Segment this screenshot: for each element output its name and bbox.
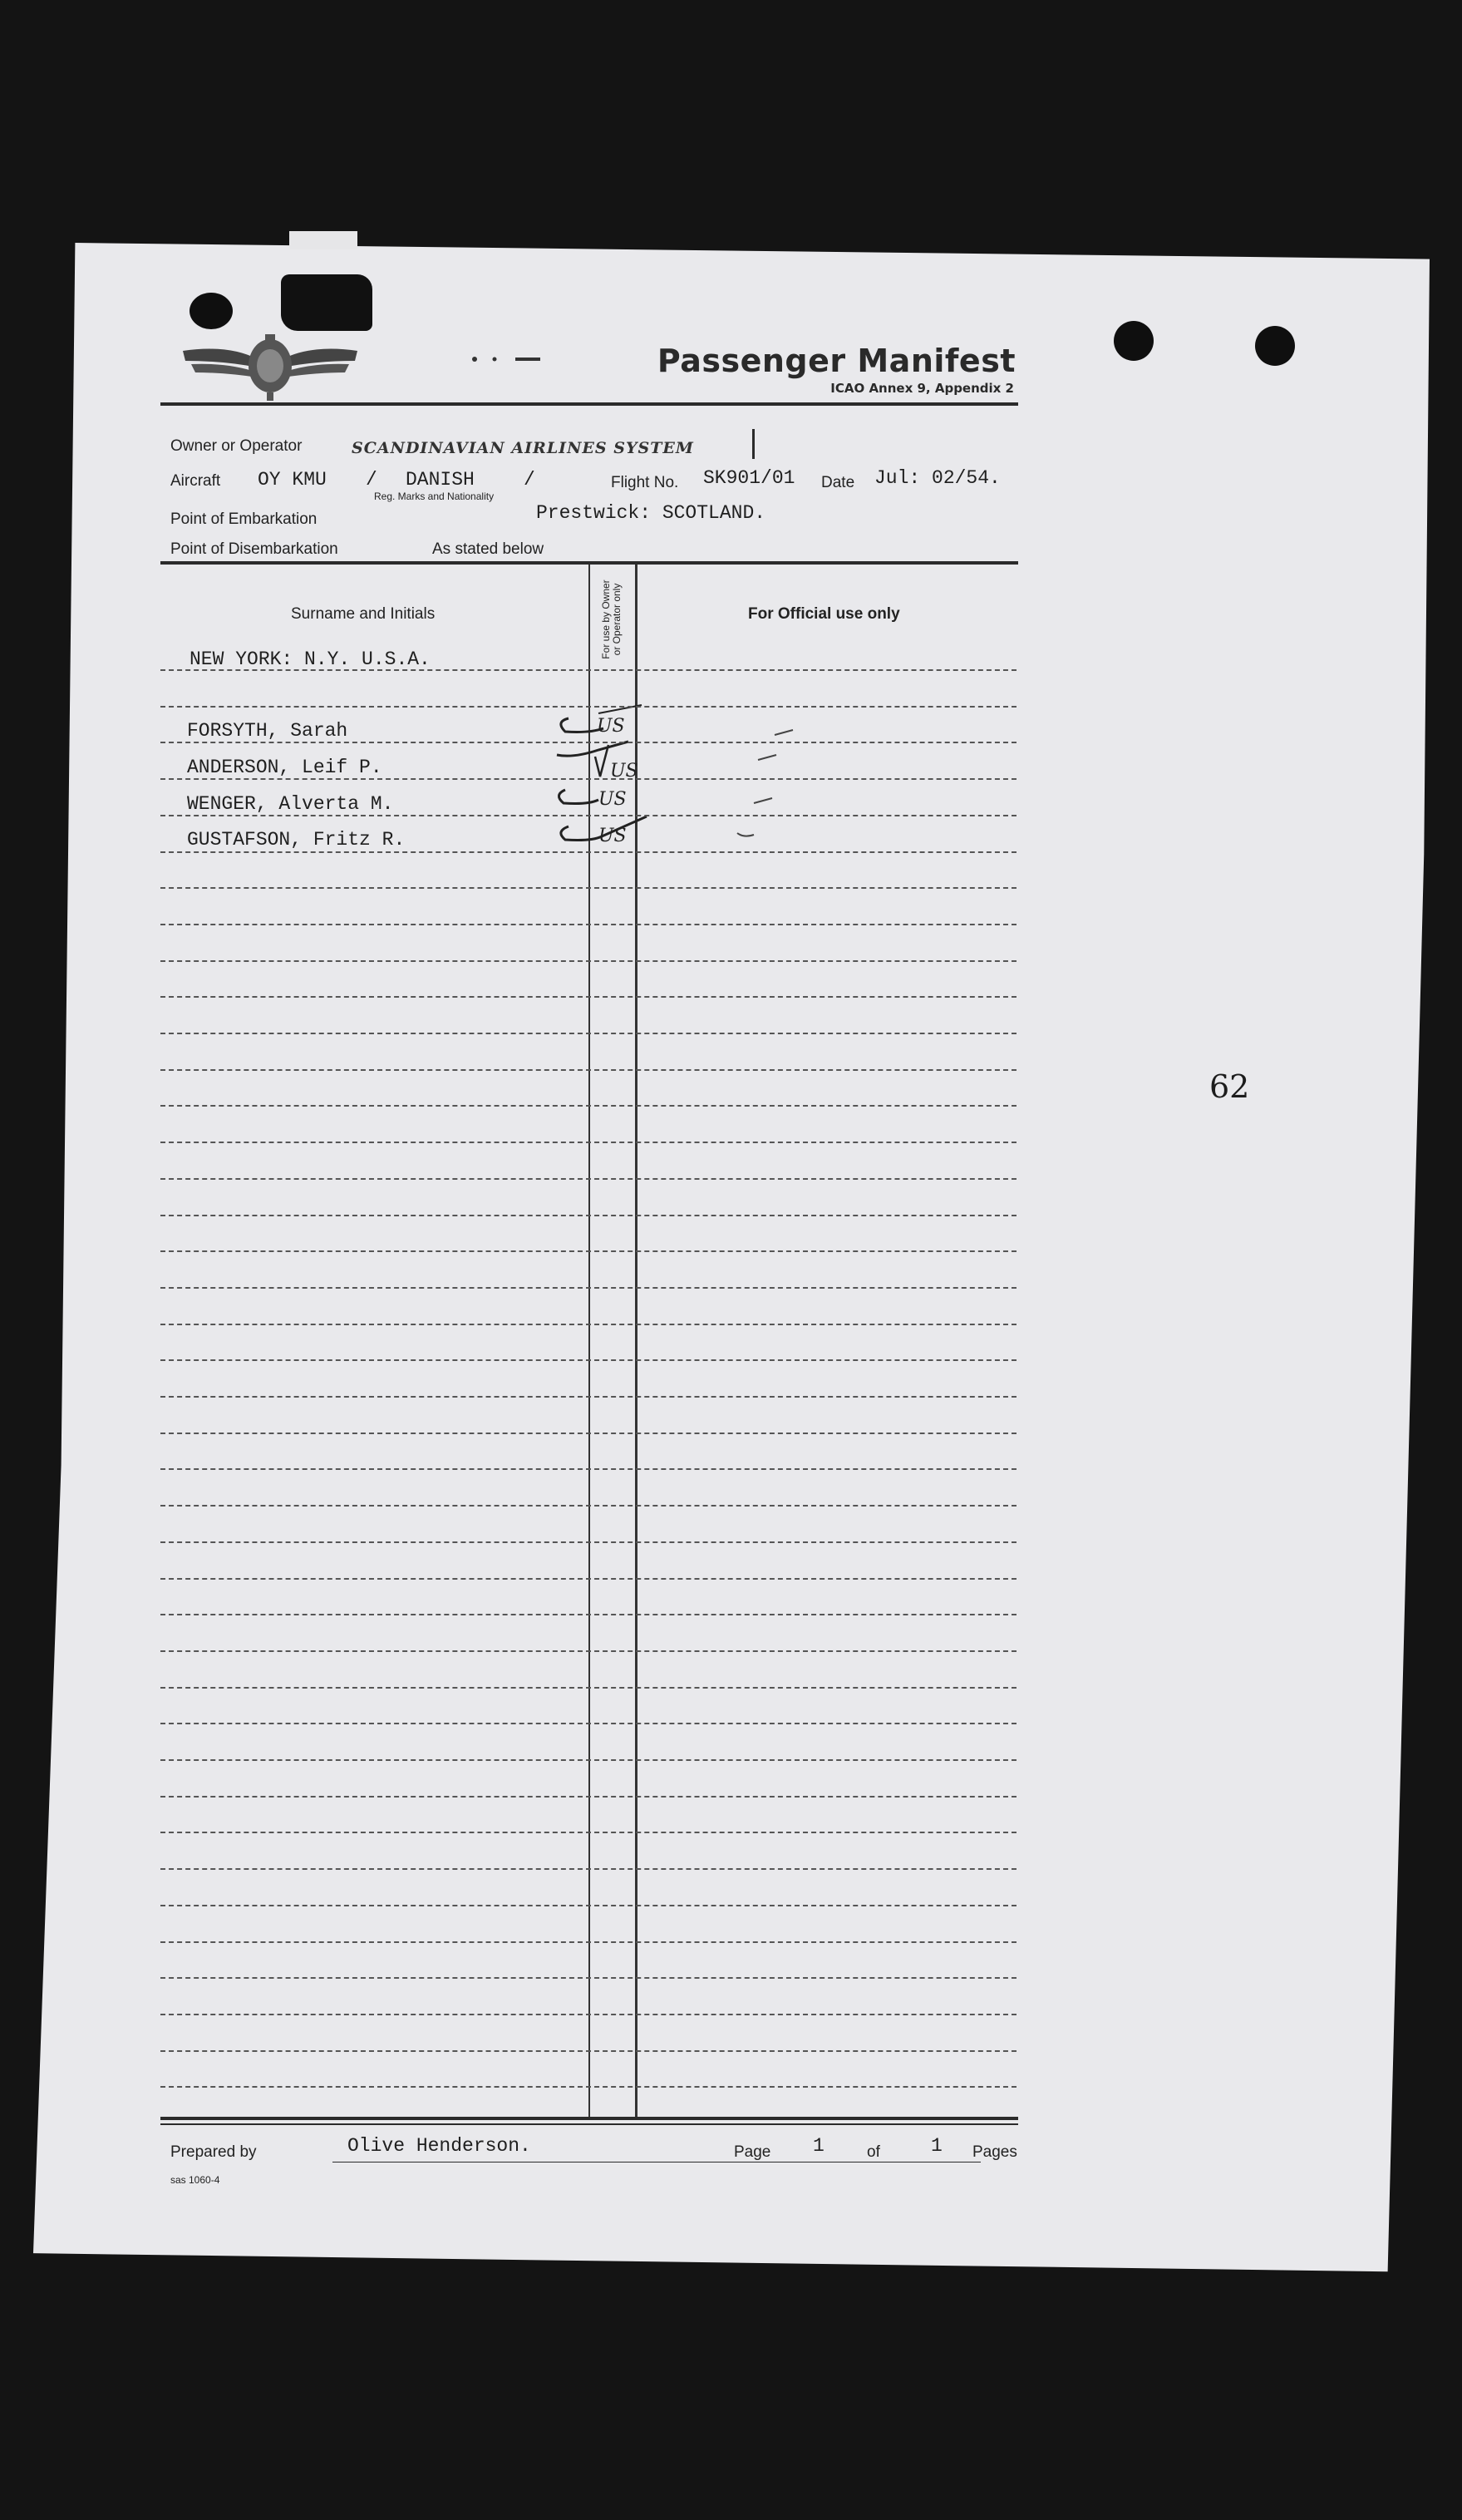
- page-label: Page: [734, 2143, 771, 2161]
- form-title: Passenger Manifest: [657, 343, 1016, 379]
- table-row-line: [160, 1868, 1017, 1870]
- table-row-line: [160, 1396, 1017, 1398]
- svg-text:US: US: [610, 761, 638, 782]
- svg-text:US: US: [598, 789, 627, 810]
- table-row-line: [160, 1433, 1017, 1434]
- embark-value: Prestwick: SCOTLAND.: [536, 502, 766, 524]
- header-rule-top: [160, 402, 1018, 406]
- reg-caption: Reg. Marks and Nationality: [374, 491, 495, 502]
- margin-number: 62: [1209, 1068, 1250, 1105]
- table-row-line: [160, 2050, 1017, 2052]
- table-row-line: [160, 1142, 1017, 1143]
- table-bottom-rule-2: [160, 2123, 1018, 2125]
- col-owner-header: For use by Owner or Operator only: [600, 579, 623, 659]
- table-row-line: [160, 2086, 1017, 2088]
- table-row-line: [160, 1287, 1017, 1289]
- table-row-line: [160, 1832, 1017, 1833]
- redaction-blot: [281, 274, 372, 331]
- col-surname-header: Surname and Initials: [291, 605, 436, 623]
- table-row-line: [160, 887, 1017, 889]
- official-tick-1: [773, 727, 795, 738]
- table-row-line: [160, 1759, 1017, 1761]
- table-row-line: [160, 1505, 1017, 1507]
- disembark-label: Point of Disembarkation: [170, 540, 338, 558]
- table-row-line: [160, 924, 1017, 925]
- punch-hole-right-2: [1255, 326, 1295, 366]
- flight-label: Flight No.: [611, 474, 679, 491]
- table-row-line: [160, 1033, 1017, 1034]
- table-row-line: [160, 851, 1017, 853]
- passenger-row-2-name: ANDERSON, Leif P.: [187, 757, 382, 778]
- official-tick-4: [736, 828, 757, 840]
- col-official-header: For Official use only: [748, 605, 900, 623]
- table-row-line: [160, 778, 1017, 780]
- of-label: of: [867, 2143, 880, 2161]
- aircraft-reg: OY KMU: [258, 469, 327, 491]
- table-row-line: [160, 1941, 1017, 1943]
- destination: NEW YORK: N.Y. U.S.A.: [190, 648, 431, 670]
- table-row-line: [160, 1359, 1017, 1361]
- svg-text:US: US: [597, 716, 625, 737]
- flight-value: SK901/01: [703, 467, 795, 489]
- table-row-line: [160, 815, 1017, 816]
- airline-wings-logo: [179, 326, 362, 401]
- table-row-line: [160, 1215, 1017, 1216]
- prepared-value: Olive Henderson.: [347, 2135, 531, 2157]
- table-row-line: [160, 706, 1017, 708]
- embark-label: Point of Embarkation: [170, 510, 318, 528]
- aircraft-label: Aircraft: [170, 472, 221, 490]
- table-row-line: [160, 1687, 1017, 1689]
- aircraft-slash-2: /: [524, 469, 535, 491]
- date-value: Jul: 02/54.: [874, 467, 1001, 489]
- page-value: 1: [813, 2135, 825, 2157]
- table-row-line: [160, 1324, 1017, 1325]
- table-bottom-rule: [160, 2117, 1018, 2120]
- header-dots: [470, 353, 553, 365]
- punch-hole-left: [190, 293, 233, 329]
- owner-label: Owner or Operator: [170, 437, 303, 455]
- passenger-row-4-name: GUSTAFSON, Fritz R.: [187, 829, 406, 851]
- owner-value: SCANDINAVIAN AIRLINES SYSTEM: [352, 439, 694, 457]
- table-row-line: [160, 1468, 1017, 1470]
- svg-text:US: US: [598, 826, 627, 846]
- table-row-line: [160, 1541, 1017, 1543]
- table-row-line: [160, 1977, 1017, 1979]
- form-code: sas 1060-4: [170, 2174, 220, 2186]
- table-row-line: [160, 742, 1017, 743]
- table-row-line: [160, 1723, 1017, 1724]
- of-value: 1: [931, 2135, 943, 2157]
- table-row-line: [160, 1069, 1017, 1071]
- form-subtitle: ICAO Annex 9, Appendix 2: [830, 381, 1014, 396]
- table-row-line: [160, 1650, 1017, 1652]
- date-label: Date: [821, 474, 855, 491]
- owner-slash: [752, 429, 755, 459]
- passenger-row-3-name: WENGER, Alverta M.: [187, 793, 394, 815]
- table-row-line: [160, 1178, 1017, 1180]
- punch-hole-right-1: [1114, 321, 1154, 361]
- table-row-line: [160, 996, 1017, 998]
- table-row-line: [160, 1250, 1017, 1252]
- table-row-line: [160, 2014, 1017, 2015]
- paper-tab: [289, 231, 357, 249]
- table-row-line: [160, 960, 1017, 962]
- table-row-line: [160, 1796, 1017, 1798]
- table-row-line: [160, 1105, 1017, 1107]
- aircraft-slash-1: /: [366, 469, 377, 491]
- aircraft-nationality: DANISH: [406, 469, 475, 491]
- prepared-label: Prepared by: [170, 2143, 257, 2161]
- table-row-line: [160, 669, 1017, 671]
- official-tick-3: [752, 795, 774, 806]
- passenger-row-1-name: FORSYTH, Sarah: [187, 720, 348, 742]
- initials-mark-row-4: [549, 811, 648, 861]
- disembark-value: As stated below: [432, 540, 544, 558]
- table-row-line: [160, 1578, 1017, 1580]
- table-row-line: [160, 1905, 1017, 1906]
- table-row-line: [160, 1614, 1017, 1615]
- pages-label: Pages: [972, 2143, 1017, 2161]
- official-tick-2: [756, 752, 778, 763]
